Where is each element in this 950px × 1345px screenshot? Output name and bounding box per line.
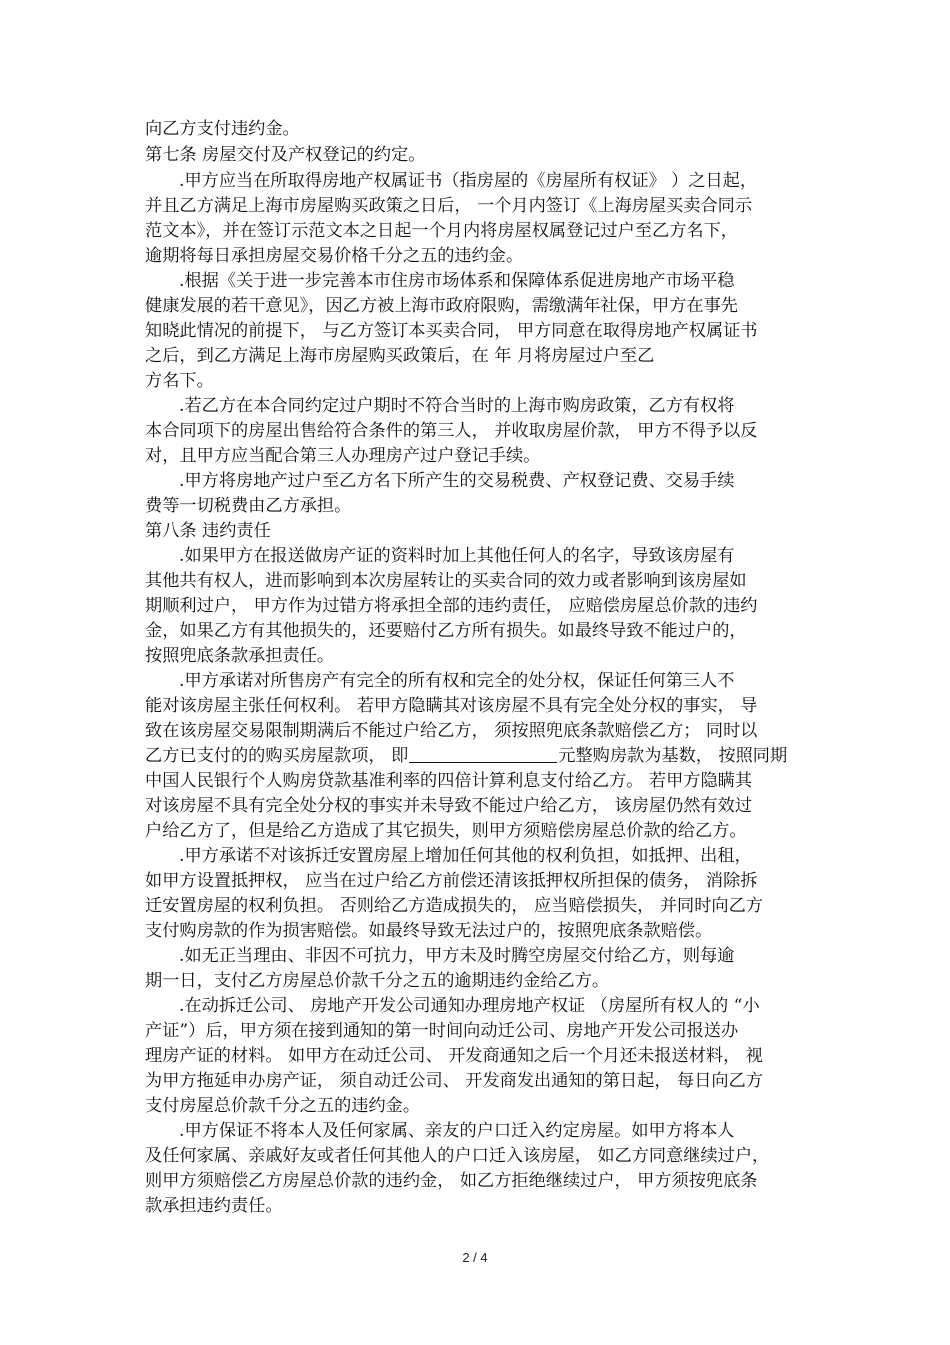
text-line: 对该房屋不具有完全处分权的事实并未导致不能过户给乙方， 该房屋仍然有效过 — [145, 796, 753, 816]
text-line: 能对该房屋主张任何权利。 若甲方隐瞒其对该房屋不具有完全处分权的事实， 导 — [145, 696, 758, 716]
text-line: .甲方应当在所取得房地产权属证书（指房屋的《房屋所有权证》 ）之日起， — [179, 171, 758, 191]
text-line: 并且乙方满足上海市房屋购买政策之日后， 一个月内签订《上海房屋买卖合同示 — [145, 196, 753, 216]
text-line: .甲方将房地产过户至乙方名下所产生的交易税费、产权登记费、交易手续 — [179, 471, 735, 491]
text-line: .在动拆迁公司、 房地产开发公司通知办理房地产权证 （房屋所有权人的 “小 — [179, 996, 760, 1016]
section-heading-8: 第八条 违约责任 — [145, 521, 271, 541]
text-segment: 乙方已支付的的购买房屋款项， 即 — [145, 746, 409, 766]
text-segment: 元整购房款为基数， 按照同期 — [558, 746, 788, 766]
text-line — [145, 745, 787, 767]
section-heading-7: 第七条 房屋交付及产权登记的约定。 — [145, 145, 426, 165]
text-line: 按照兜底条款承担责任。 — [145, 646, 335, 666]
text-line: 支付房屋总价款千分之五的违约金。 — [145, 1096, 421, 1116]
text-line: 支付购房款的作为损害赔偿。如最终导致无法过户的，按照兜底条款赔偿。 — [145, 921, 713, 941]
text-line: 中国人民银行个人购房贷款基准利率的四倍计算利息支付给乙方。 若甲方隐瞒其 — [145, 771, 753, 791]
text-line: 迁安置房屋的权利负担。 否则给乙方造成损失的， 应当赔偿损失， 并同时向乙方 — [145, 896, 763, 916]
text-line: 期一日，支付乙方房屋总价款千分之五的逾期违约金给乙方。 — [145, 971, 610, 991]
text-line: 知晓此情况的前提下， 与乙方签订本买卖合同， 甲方同意在取得房地产权属证书 — [145, 321, 758, 341]
page-number: 2 / 4 — [462, 1250, 488, 1265]
text-line: .甲方承诺对所售房产有完全的所有权和完全的处分权，保证任何第三人不 — [179, 671, 735, 691]
text-line: 方名下。 — [145, 371, 214, 391]
text-line: 金，如果乙方有其他损失的，还要赔付乙方所有损失。如最终导致不能过户的， — [145, 621, 747, 641]
text-line: 则甲方须赔偿乙方房屋总价款的违约金， 如乙方拒绝继续过户， 甲方须按兜底条 — [145, 1171, 758, 1191]
text-line: 逾期将每日承担房屋交易价格千分之五的违约金。 — [145, 246, 524, 266]
text-line: 产证”）后，甲方须在接到通知的第一时间向动迁公司、房地产开发公司报送办 — [145, 1021, 739, 1041]
text-line: 理房产证的材料。 如甲方在动迁公司、 开发商通知之后一个月还未报送材料， 视 — [145, 1046, 763, 1066]
text-line: 向乙方支付违约金。 — [145, 119, 300, 139]
text-line: .如无正当理由、非因不可抗力，甲方未及时腾空房屋交付给乙方，则每逾 — [179, 946, 735, 966]
text-line: 其他共有权人，进而影响到本次房屋转让的买卖合同的效力或者影响到该房屋如 — [145, 571, 747, 591]
text-line: .若乙方在本合同约定过户期时不符合当时的上海市购房政策，乙方有权将 — [179, 396, 735, 416]
text-line: 款承担违约责任。 — [145, 1196, 283, 1216]
text-line: 为甲方拖延申办房产证， 须自动迁公司、 开发商发出通知的第日起， 每日向乙方 — [145, 1071, 763, 1091]
text-line: 及任何家属、亲戚好友或者任何其他人的户口迁入该房屋， 如乙方同意继续过户， — [145, 1146, 770, 1166]
text-line: 本合同项下的房屋出售给符合条件的第三人， 并收取房屋价款， 甲方不得予以反 — [145, 421, 758, 441]
text-line: 之后，到乙方满足上海市房屋购买政策后，在 年 月将房屋过户至乙 — [145, 346, 655, 366]
text-line: 费等一切税费由乙方承担。 — [145, 496, 352, 516]
text-line: 健康发展的若干意见》，因乙方被上海市政府限购，需缴满年社保，甲方在事先 — [145, 296, 738, 316]
text-line: 范文本》，并在签订示范文本之日起一个月内将房屋权属登记过户至乙方名下， — [145, 221, 738, 241]
text-line: 如甲方设置抵押权， 应当在过户给乙方前偿还清该抵押权所担保的债务， 消除拆 — [145, 871, 758, 891]
text-line: .如果甲方在报送做房产证的资料时加上其他任何人的名字，导致该房屋有 — [179, 546, 735, 566]
text-line: .甲方承诺不对该拆迁安置房屋上增加任何其他的权利负担，如抵押、出租， — [179, 846, 752, 866]
text-line: 对，且甲方应当配合第三人办理房产过户登记手续。 — [145, 446, 541, 466]
text-line: 致在该房屋交易限制期满后不能过户给乙方， 须按照兜底条款赔偿乙方； 同时以 — [145, 721, 758, 741]
text-line: .根据《关于进一步完善本市住房市场体系和保障体系促进房地产市场平稳 — [179, 271, 735, 291]
amount-blank — [409, 746, 557, 763]
text-line: 期顺利过户， 甲方作为过错方将承担全部的违约责任， 应赔偿房屋总价款的违约 — [145, 596, 758, 616]
text-line: 户给乙方了，但是给乙方造成了其它损失，则甲方须赔偿房屋总价款的给乙方。 — [145, 821, 747, 841]
text-line: .甲方保证不将本人及任何家属、亲友的户口迁入约定房屋。如甲方将本人 — [179, 1121, 735, 1141]
